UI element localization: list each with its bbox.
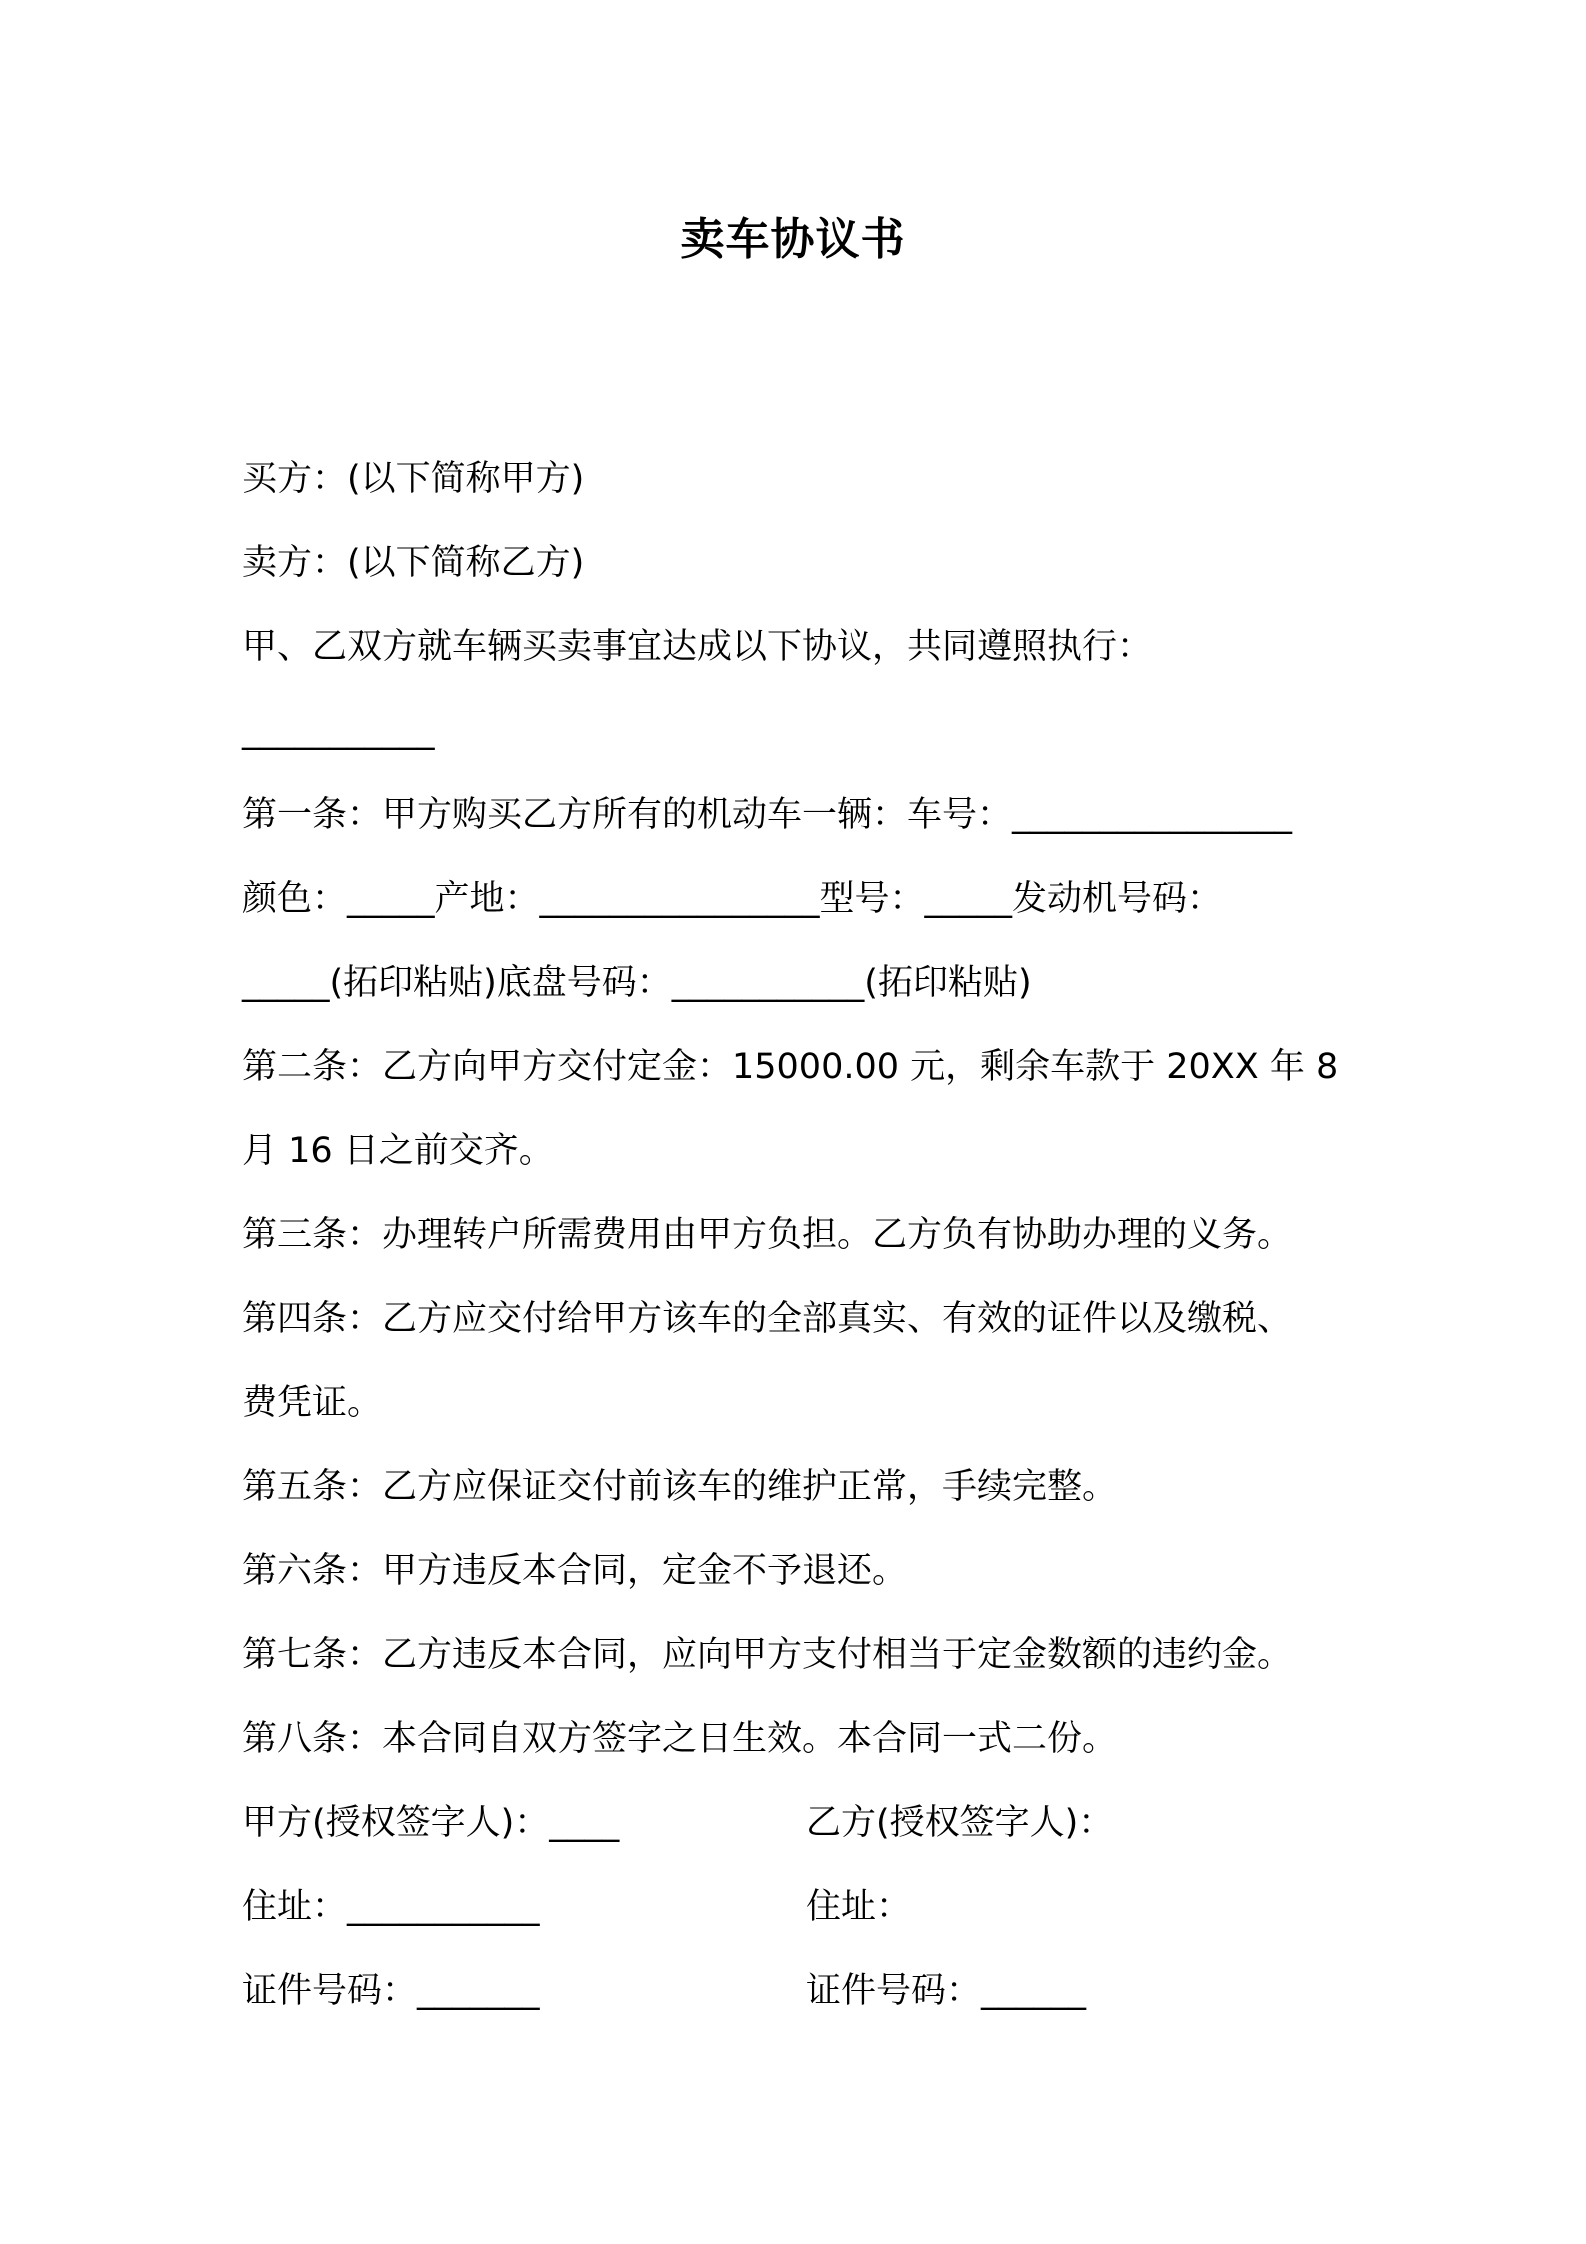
article-6: 第六条：甲方违反本合同，定金不予退还。 [242, 1551, 908, 1591]
article-1-line-1: 第一条：甲方购买乙方所有的机动车一辆：车号：________________ [242, 795, 1293, 835]
article-2-line-2: 月 16 日之前交齐。 [242, 1131, 554, 1171]
party-a-address: 住址：___________ [242, 1887, 540, 1927]
article-4-line-1: 第四条：乙方应交付给甲方该车的全部真实、有效的证件以及缴税、 [242, 1299, 1293, 1339]
party-b-id-number: 证件号码：______ [806, 1971, 1087, 2011]
blank-line: ___________ [242, 711, 435, 751]
buyer-line: 买方：(以下简称甲方) [242, 459, 585, 499]
article-4-line-2: 费凭证。 [242, 1383, 383, 1423]
article-1-line-2: 颜色：_____产地：________________型号：_____发动机号码： [242, 879, 1223, 919]
document-title: 卖车协议书 [680, 214, 906, 265]
article-3: 第三条：办理转户所需费用由甲方负担。乙方负有协助办理的义务。 [242, 1215, 1293, 1255]
article-5: 第五条：乙方应保证交付前该车的维护正常，手续完整。 [242, 1467, 1118, 1507]
article-7: 第七条：乙方违反本合同，应向甲方支付相当于定金数额的违约金。 [242, 1635, 1293, 1675]
intro-line: 甲、乙双方就车辆买卖事宜达成以下协议，共同遵照执行： [242, 627, 1153, 667]
article-2-line-1: 第二条：乙方向甲方交付定金：15000.00 元，剩余车款于 20XX 年 8 [242, 1047, 1339, 1087]
seller-line: 卖方：(以下简称乙方) [242, 543, 585, 583]
party-b-signer: 乙方(授权签字人)： [806, 1803, 1114, 1843]
article-8: 第八条：本合同自双方签字之日生效。本合同一式二份。 [242, 1719, 1118, 1759]
party-a-signer: 甲方(授权签字人)：____ [242, 1803, 620, 1843]
party-a-id-number: 证件号码：_______ [242, 1971, 540, 2011]
article-1-line-3: _____(拓印粘贴)底盘号码：___________(拓印粘贴) [242, 963, 1032, 1003]
party-b-address: 住址： [806, 1887, 912, 1927]
